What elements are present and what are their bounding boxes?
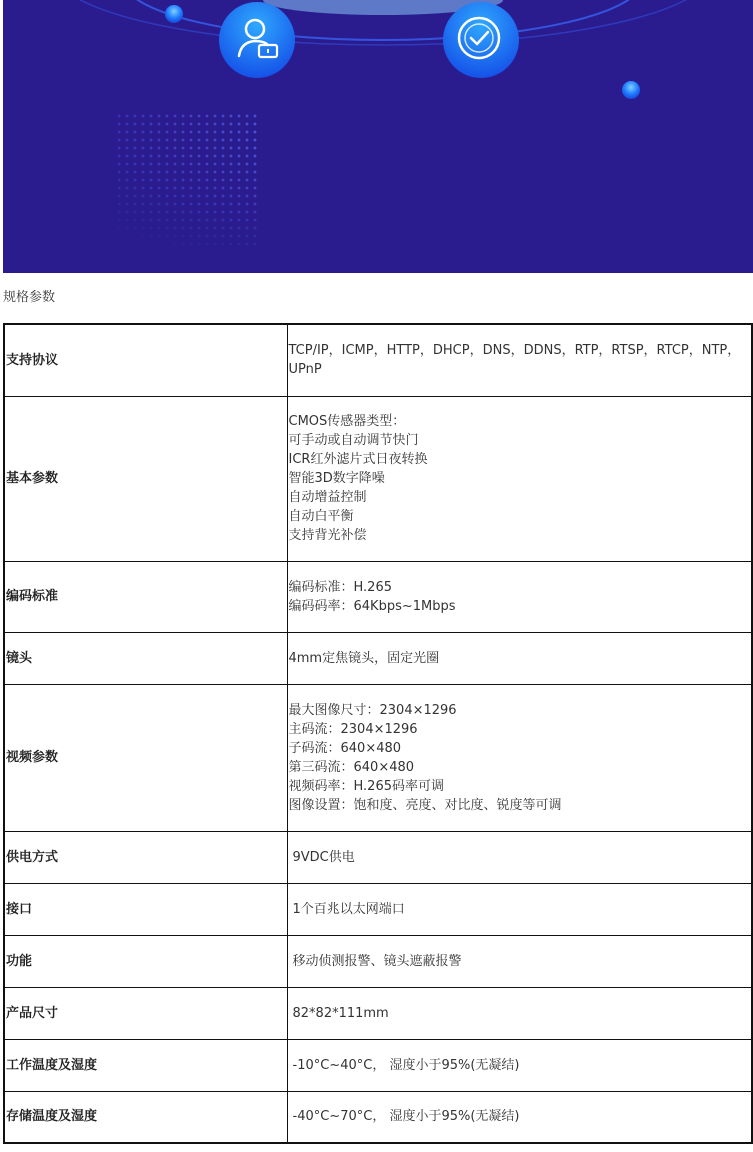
spec-value: [287, 831, 752, 883]
spec-value-line: -10°C~40°C， 湿度小于95%(无凝结): [292, 1057, 520, 1073]
spec-row: [4, 324, 752, 396]
spec-label: 产品尺寸: [4, 987, 287, 1039]
user-lock-icon: [219, 2, 295, 78]
spec-value-line: 4mm定焦镜头，固定光圈: [288, 650, 440, 666]
spec-value: [287, 883, 752, 935]
spec-row: [4, 632, 752, 684]
spec-value: [287, 561, 752, 632]
spec-value-line: 编码标准：H.265: [288, 579, 392, 595]
section-title: 规格参数: [3, 290, 56, 305]
spec-value-line: 主码流：2304×1296: [288, 721, 418, 737]
hero-banner: [3, 0, 753, 273]
spec-row: [4, 1039, 752, 1091]
spec-label: 存储温度及湿度: [4, 1091, 287, 1143]
spec-label: 基本参数: [4, 396, 287, 561]
spec-label: 功能: [4, 935, 287, 987]
spec-value-line: 9VDC供电: [292, 849, 355, 865]
spec-label: 编码标准: [4, 561, 287, 632]
spec-value-line: 视频码率：H.265码率可调: [288, 778, 444, 794]
spec-row: [4, 883, 752, 935]
spec-value-line: 1个百兆以太网端口: [292, 901, 405, 917]
spec-label: 工作温度及湿度: [4, 1039, 287, 1091]
spec-value: [287, 1039, 752, 1091]
spec-label: 接口: [4, 883, 287, 935]
spec-value-line: 82*82*111mm: [292, 1005, 389, 1021]
spec-row: [4, 396, 752, 561]
orb-small-left: [165, 5, 183, 23]
banner-graphic: [3, 0, 753, 273]
spec-value-line: ICR红外滤片式日夜转换: [288, 452, 428, 467]
spec-value: [287, 987, 752, 1039]
spec-row: [4, 561, 752, 632]
spec-row: [4, 1091, 752, 1143]
spec-row: [4, 935, 752, 987]
spec-value-line: 智能3D数字降噪: [288, 471, 385, 486]
spec-row: [4, 987, 752, 1039]
spec-row: [4, 831, 752, 883]
spec-value-line: 移动侦测报警、镜头遮蔽报警: [292, 953, 462, 969]
spec-row: [4, 684, 752, 831]
spec-value-line: TCP/IP，ICMP，HTTP，DHCP，DNS，DDNS，RTP，RTSP，RTCP，NTP，: [288, 343, 741, 359]
spec-label: 支持协议: [4, 324, 287, 396]
spec-value-line: UPnP: [288, 362, 322, 378]
spec-value-line: -40°C~70°C， 湿度小于95%(无凝结): [292, 1109, 520, 1125]
spec-value: [287, 396, 752, 561]
spec-value-line: 第三码流：640×480: [288, 759, 415, 775]
spec-label: 视频参数: [4, 684, 287, 831]
spec-value: [287, 324, 752, 396]
spec-value: [287, 632, 752, 684]
spec-value: [287, 684, 752, 831]
spec-label: 供电方式: [4, 831, 287, 883]
spec-value-line: 最大图像尺寸：2304×1296: [288, 702, 457, 718]
spec-value: [287, 935, 752, 987]
spec-value-line: 支持背光补偿: [288, 528, 367, 543]
spec-label: 镜头: [4, 632, 287, 684]
spec-value-line: CMOS传感器类型：: [288, 414, 406, 429]
dot-cloud: [118, 110, 258, 245]
spec-value-line: 子码流：640×480: [288, 740, 402, 756]
spec-value-line: 可手动或自动调节快门: [288, 433, 419, 448]
spec-value-line: 编码码率：64Kbps~1Mbps: [288, 598, 456, 614]
spec-value-line: 自动增益控制: [288, 490, 367, 505]
spec-value-line: 自动白平衡: [288, 509, 354, 524]
orb-small-right: [622, 81, 640, 99]
spec-table: [3, 323, 753, 1144]
spec-value-line: 图像设置：饱和度、亮度、对比度、锐度等可调: [288, 797, 562, 813]
check-circle-icon: [443, 2, 519, 78]
spec-value: [287, 1091, 752, 1143]
